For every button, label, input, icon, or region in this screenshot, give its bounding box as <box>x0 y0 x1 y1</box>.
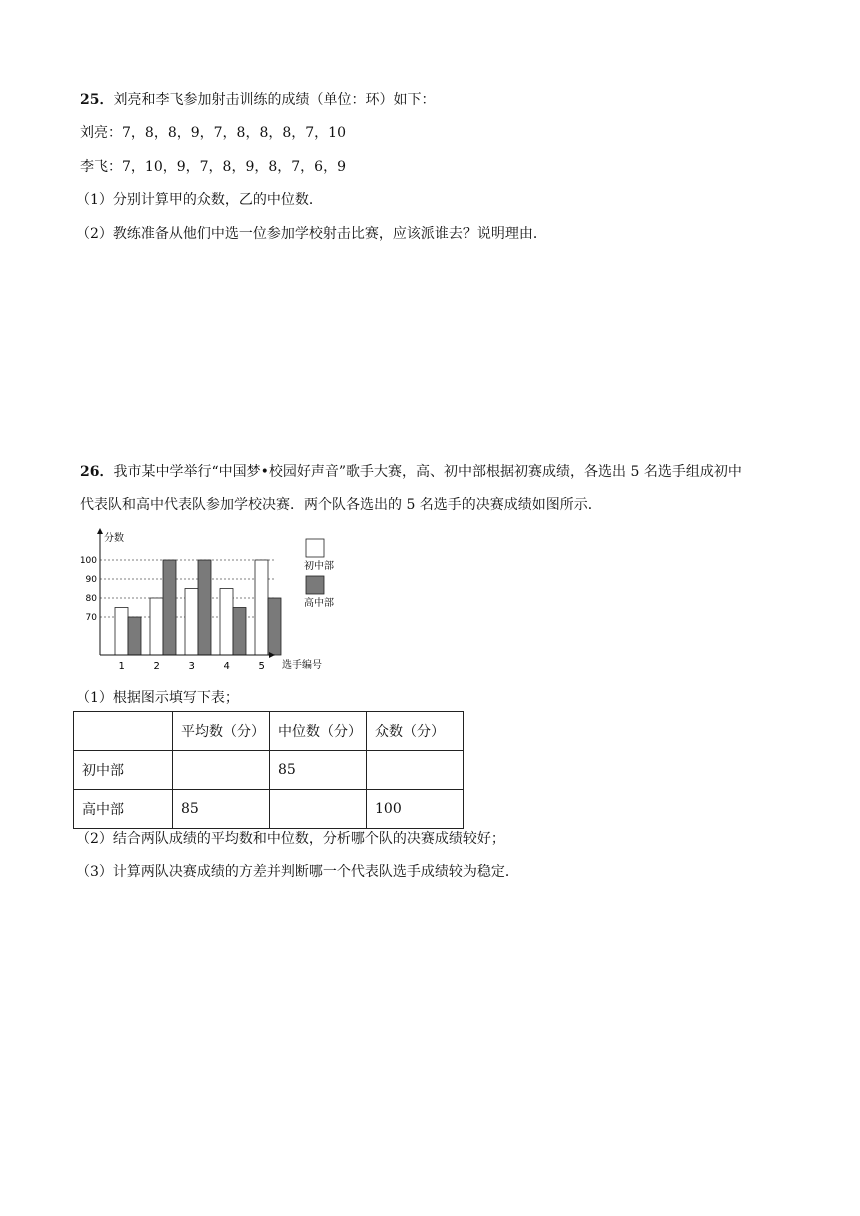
table-cell[interactable] <box>173 751 270 790</box>
q25-data-lifei: 李飞：7，10，9，7，8，9，8，7，6，9 <box>80 159 346 175</box>
legend-swatch-junior <box>306 539 324 557</box>
chart-x-ticks <box>119 661 265 672</box>
bar-senior-2 <box>163 560 176 655</box>
table-cell[interactable] <box>270 790 367 829</box>
bar-junior-4 <box>220 589 233 656</box>
table-cell: 100 <box>367 790 464 829</box>
q26-title <box>80 462 742 482</box>
bar-senior-3 <box>198 560 211 655</box>
q25-part2: （2）教练准备从他们中选一位参加学校射击比赛，应该派谁去？说明理由． <box>76 226 547 242</box>
q26-number: 26． <box>80 464 114 480</box>
legend-swatch-senior <box>306 576 324 594</box>
table-row-label-junior: 初中部 <box>74 751 173 790</box>
table-header-row <box>74 712 464 751</box>
legend-label-junior: 初中部 <box>304 561 334 572</box>
table-header-median: 中位数（分） <box>270 712 367 751</box>
table-cell[interactable] <box>367 751 464 790</box>
score-bar-chart <box>70 525 370 675</box>
chart-legend <box>304 539 334 609</box>
bar-junior-1 <box>115 608 128 656</box>
y-tick-label: 100 <box>79 556 97 566</box>
q26-title-text: 我市某中学举行“中国梦•校园好声音”歌手大赛，高、初中部根据初赛成绩，各选出 5 名选手组成初中 <box>113 464 742 480</box>
x-tick-label: 4 <box>223 661 230 672</box>
q25-number: 25． <box>80 92 114 108</box>
bar-senior-5 <box>268 598 281 655</box>
bar-junior-5 <box>255 560 268 655</box>
x-tick-label: 1 <box>118 661 125 672</box>
table-cell: 85 <box>270 751 367 790</box>
y-tick-label: 90 <box>85 575 97 585</box>
table-cell: 85 <box>173 790 270 829</box>
y-tick-label: 70 <box>85 613 97 623</box>
legend-label-senior: 高中部 <box>304 598 334 609</box>
q25-data-liuliang: 刘亮：7，8，8，9，7，8，8，8，7，10 <box>80 125 346 141</box>
q26-part2: （2）结合两队成绩的平均数和中位数，分析哪个队的决赛成绩较好； <box>76 831 505 847</box>
x-tick-label: 3 <box>188 661 195 672</box>
q26-part3: （3）计算两队决赛成绩的方差并判断哪一个代表队选手成绩较为稳定． <box>76 864 519 880</box>
q25-title <box>80 90 435 110</box>
bar-senior-1 <box>128 617 141 655</box>
x-tick-label: 5 <box>258 661 265 672</box>
y-axis-label: 分数 <box>104 533 124 544</box>
y-axis-arrow-icon <box>97 528 103 534</box>
table-row <box>74 751 464 790</box>
table-cell[interactable] <box>74 712 173 751</box>
bar-junior-3 <box>185 589 198 656</box>
q25-part1: （1）分别计算甲的众数，乙的中位数． <box>76 192 323 208</box>
chart-bars <box>115 560 281 655</box>
q26-title-line2: 代表队和高中代表队参加学校决赛．两个队各选出的 5 名选手的决赛成绩如图所示． <box>80 497 602 513</box>
table-row <box>74 790 464 829</box>
q25-title-text: 刘亮和李飞参加射击训练的成绩（单位：环）如下： <box>113 92 436 108</box>
bar-junior-2 <box>150 598 163 655</box>
x-tick-label: 2 <box>153 661 160 672</box>
x-axis-label: 选手编号 <box>282 660 322 671</box>
y-tick-label: 80 <box>85 594 97 604</box>
table-row-label-senior: 高中部 <box>74 790 173 829</box>
bar-senior-4 <box>233 608 246 656</box>
q26-part1: （1）根据图示填写下表； <box>76 690 239 706</box>
chart-y-ticks <box>80 556 97 623</box>
table-header-mean: 平均数（分） <box>173 712 270 751</box>
table-header-mode: 众数（分） <box>367 712 464 751</box>
answer-table <box>73 711 464 829</box>
